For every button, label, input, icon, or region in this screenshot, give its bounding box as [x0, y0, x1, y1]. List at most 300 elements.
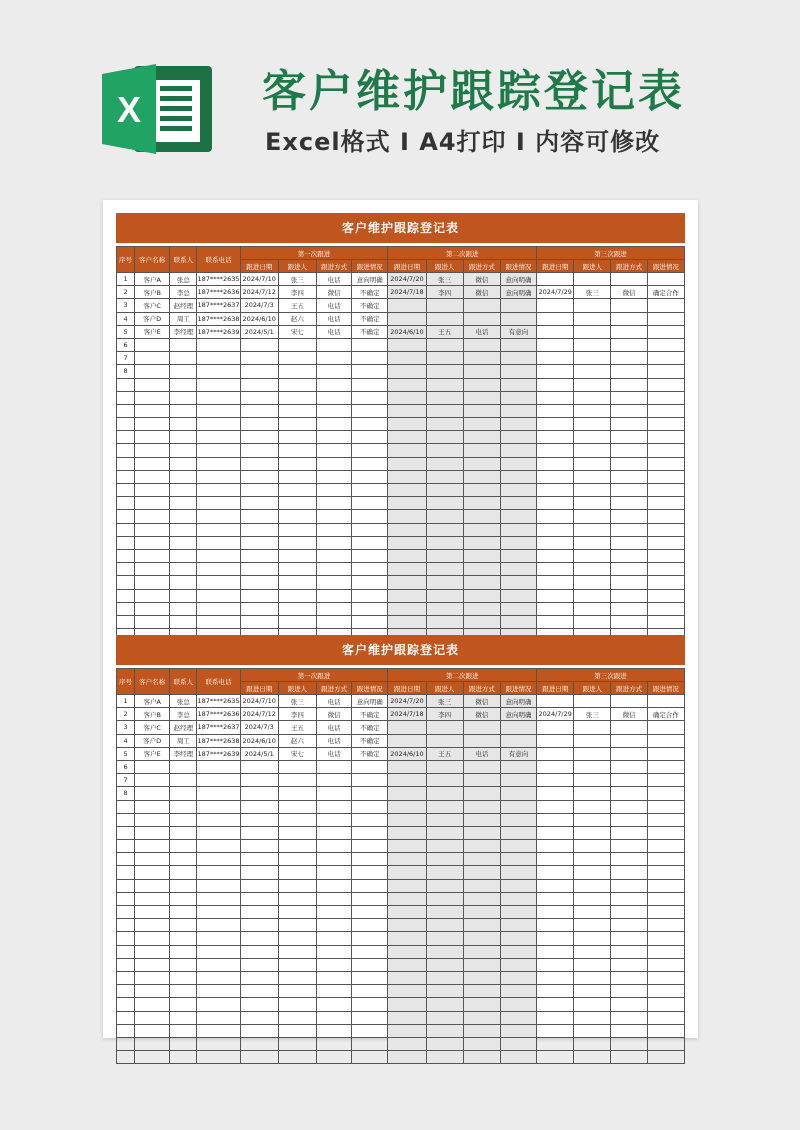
table-cell[interactable]: [240, 523, 278, 536]
table-cell[interactable]: 意向明确: [352, 273, 388, 286]
table-cell[interactable]: [117, 431, 135, 444]
table-cell[interactable]: [500, 391, 536, 404]
table-cell[interactable]: [611, 338, 647, 351]
table-cell[interactable]: [537, 273, 574, 286]
table-cell[interactable]: [317, 879, 352, 892]
table-cell[interactable]: [352, 589, 388, 602]
table-cell[interactable]: [611, 734, 647, 747]
table-cell[interactable]: [352, 774, 388, 787]
table-cell[interactable]: [278, 826, 316, 839]
table-cell[interactable]: [352, 1011, 388, 1024]
table-cell[interactable]: 不确定: [352, 299, 388, 312]
table-cell[interactable]: [388, 1024, 426, 1037]
table-cell[interactable]: [352, 549, 388, 562]
table-cell[interactable]: [240, 365, 278, 378]
table-cell[interactable]: [240, 998, 278, 1011]
table-cell[interactable]: [463, 497, 500, 510]
table-cell[interactable]: [500, 774, 536, 787]
table-cell[interactable]: [197, 615, 240, 628]
table-cell[interactable]: [240, 840, 278, 853]
table-cell[interactable]: [352, 563, 388, 576]
table-cell[interactable]: [537, 589, 574, 602]
table-cell[interactable]: [463, 813, 500, 826]
table-cell[interactable]: 187****2638: [197, 734, 240, 747]
table-cell[interactable]: [500, 998, 536, 1011]
table-cell[interactable]: [500, 1011, 536, 1024]
table-cell[interactable]: [240, 602, 278, 615]
table-cell[interactable]: [135, 576, 170, 589]
table-cell[interactable]: 张总: [170, 695, 197, 708]
table-cell[interactable]: [611, 787, 647, 800]
table-cell[interactable]: [352, 866, 388, 879]
table-cell[interactable]: [611, 906, 647, 919]
table-cell[interactable]: 电话: [317, 734, 352, 747]
table-cell[interactable]: [463, 998, 500, 1011]
table-cell[interactable]: [170, 1024, 197, 1037]
table-cell[interactable]: [352, 615, 388, 628]
table-cell[interactable]: [117, 444, 135, 457]
table-cell[interactable]: [317, 985, 352, 998]
table-cell[interactable]: [240, 1024, 278, 1037]
table-cell[interactable]: [278, 985, 316, 998]
table-cell[interactable]: [463, 892, 500, 905]
table-cell[interactable]: [352, 787, 388, 800]
table-cell[interactable]: [426, 734, 463, 747]
table-cell[interactable]: [463, 945, 500, 958]
table-cell[interactable]: [278, 1024, 316, 1037]
table-cell[interactable]: [388, 576, 426, 589]
table-cell[interactable]: [463, 391, 500, 404]
table-cell[interactable]: [426, 774, 463, 787]
table-cell[interactable]: 187****2637: [197, 721, 240, 734]
table-cell[interactable]: [574, 1037, 611, 1050]
table-cell[interactable]: [611, 879, 647, 892]
table-cell[interactable]: [500, 484, 536, 497]
table-cell[interactable]: [317, 866, 352, 879]
table-cell[interactable]: [170, 602, 197, 615]
table-cell[interactable]: [135, 1051, 170, 1064]
table-cell[interactable]: [611, 431, 647, 444]
table-cell[interactable]: [647, 747, 684, 760]
table-cell[interactable]: [170, 589, 197, 602]
table-cell[interactable]: 3: [117, 721, 135, 734]
table-cell[interactable]: [170, 365, 197, 378]
table-cell[interactable]: [647, 549, 684, 562]
table-cell[interactable]: [537, 747, 574, 760]
table-cell[interactable]: [647, 945, 684, 958]
table-cell[interactable]: [426, 510, 463, 523]
table-cell[interactable]: [240, 958, 278, 971]
table-cell[interactable]: [426, 721, 463, 734]
table-cell[interactable]: [170, 813, 197, 826]
table-cell[interactable]: [317, 840, 352, 853]
table-cell[interactable]: [500, 536, 536, 549]
table-cell[interactable]: [426, 958, 463, 971]
table-cell[interactable]: 2024/5/1: [240, 325, 278, 338]
table-cell[interactable]: 5: [117, 325, 135, 338]
table-cell[interactable]: [647, 457, 684, 470]
table-cell[interactable]: [135, 866, 170, 879]
table-cell[interactable]: [278, 602, 316, 615]
table-cell[interactable]: [352, 470, 388, 483]
table-cell[interactable]: [611, 945, 647, 958]
table-cell[interactable]: [463, 576, 500, 589]
table-cell[interactable]: [135, 971, 170, 984]
table-cell[interactable]: [611, 563, 647, 576]
table-cell[interactable]: [537, 734, 574, 747]
table-cell[interactable]: 客户B: [135, 708, 170, 721]
table-cell[interactable]: [463, 549, 500, 562]
table-cell[interactable]: [388, 958, 426, 971]
table-cell[interactable]: [135, 510, 170, 523]
table-cell[interactable]: 赵经理: [170, 721, 197, 734]
table-cell[interactable]: [500, 971, 536, 984]
table-cell[interactable]: [388, 497, 426, 510]
table-cell[interactable]: [317, 800, 352, 813]
table-cell[interactable]: [388, 457, 426, 470]
table-cell[interactable]: 2024/6/10: [388, 325, 426, 338]
table-cell[interactable]: [278, 563, 316, 576]
table-cell[interactable]: [611, 826, 647, 839]
table-cell[interactable]: [574, 404, 611, 417]
table-cell[interactable]: [197, 879, 240, 892]
table-cell[interactable]: [117, 840, 135, 853]
table-cell[interactable]: [278, 840, 316, 853]
table-cell[interactable]: [463, 734, 500, 747]
table-cell[interactable]: [352, 760, 388, 773]
table-cell[interactable]: [240, 866, 278, 879]
table-cell[interactable]: [170, 418, 197, 431]
table-cell[interactable]: [426, 523, 463, 536]
table-cell[interactable]: [426, 826, 463, 839]
table-cell[interactable]: [317, 352, 352, 365]
table-cell[interactable]: [240, 510, 278, 523]
table-cell[interactable]: [197, 338, 240, 351]
table-cell[interactable]: 客户E: [135, 747, 170, 760]
table-cell[interactable]: [647, 774, 684, 787]
table-cell[interactable]: [197, 391, 240, 404]
table-cell[interactable]: [426, 787, 463, 800]
table-cell[interactable]: [352, 800, 388, 813]
table-cell[interactable]: [317, 470, 352, 483]
table-cell[interactable]: [647, 497, 684, 510]
table-cell[interactable]: [500, 958, 536, 971]
table-cell[interactable]: 李总: [170, 708, 197, 721]
table-cell[interactable]: [388, 945, 426, 958]
table-cell[interactable]: [500, 787, 536, 800]
table-cell[interactable]: [278, 892, 316, 905]
table-cell[interactable]: [317, 826, 352, 839]
table-cell[interactable]: [426, 378, 463, 391]
table-cell[interactable]: [135, 404, 170, 417]
table-cell[interactable]: 微信: [317, 286, 352, 299]
table-cell[interactable]: [611, 760, 647, 773]
table-cell[interactable]: [117, 404, 135, 417]
table-cell[interactable]: [647, 312, 684, 325]
table-cell[interactable]: [117, 971, 135, 984]
table-cell[interactable]: [278, 391, 316, 404]
table-cell[interactable]: [317, 510, 352, 523]
table-cell[interactable]: 6: [117, 338, 135, 351]
table-cell[interactable]: [574, 906, 611, 919]
table-cell[interactable]: 客户D: [135, 312, 170, 325]
table-cell[interactable]: 2024/7/12: [240, 708, 278, 721]
table-cell[interactable]: [647, 695, 684, 708]
table-cell[interactable]: [388, 404, 426, 417]
table-cell[interactable]: [117, 378, 135, 391]
table-cell[interactable]: [197, 549, 240, 562]
table-cell[interactable]: [537, 800, 574, 813]
table-cell[interactable]: [170, 985, 197, 998]
table-cell[interactable]: [611, 549, 647, 562]
table-cell[interactable]: [388, 549, 426, 562]
table-cell[interactable]: [117, 892, 135, 905]
table-cell[interactable]: [278, 1037, 316, 1050]
table-cell[interactable]: [611, 497, 647, 510]
table-cell[interactable]: [240, 945, 278, 958]
table-cell[interactable]: [388, 312, 426, 325]
table-cell[interactable]: [317, 457, 352, 470]
table-cell[interactable]: 周工: [170, 312, 197, 325]
table-cell[interactable]: [135, 549, 170, 562]
table-cell[interactable]: [352, 352, 388, 365]
table-cell[interactable]: [388, 391, 426, 404]
table-cell[interactable]: [574, 352, 611, 365]
table-cell[interactable]: [240, 418, 278, 431]
table-cell[interactable]: [240, 906, 278, 919]
table-cell[interactable]: [500, 932, 536, 945]
table-cell[interactable]: [500, 338, 536, 351]
table-cell[interactable]: [611, 615, 647, 628]
table-cell[interactable]: [500, 879, 536, 892]
table-cell[interactable]: [170, 971, 197, 984]
table-cell[interactable]: [537, 378, 574, 391]
table-cell[interactable]: 2024/7/10: [240, 695, 278, 708]
table-cell[interactable]: [463, 919, 500, 932]
table-cell[interactable]: [574, 615, 611, 628]
table-cell[interactable]: [197, 866, 240, 879]
table-cell[interactable]: 不确定: [352, 312, 388, 325]
table-cell[interactable]: 客户B: [135, 286, 170, 299]
table-cell[interactable]: 电话: [317, 325, 352, 338]
table-cell[interactable]: [388, 734, 426, 747]
table-cell[interactable]: [117, 853, 135, 866]
table-cell[interactable]: [388, 985, 426, 998]
table-cell[interactable]: [352, 365, 388, 378]
table-cell[interactable]: [240, 1011, 278, 1024]
table-cell[interactable]: 4: [117, 734, 135, 747]
table-cell[interactable]: [388, 760, 426, 773]
table-cell[interactable]: [463, 602, 500, 615]
table-cell[interactable]: [388, 352, 426, 365]
table-cell[interactable]: 2024/6/10: [240, 734, 278, 747]
table-cell[interactable]: [647, 1011, 684, 1024]
table-cell[interactable]: [278, 813, 316, 826]
table-cell[interactable]: [240, 932, 278, 945]
table-cell[interactable]: [647, 391, 684, 404]
table-cell[interactable]: [278, 589, 316, 602]
table-cell[interactable]: [278, 470, 316, 483]
table-cell[interactable]: [388, 826, 426, 839]
table-cell[interactable]: [352, 892, 388, 905]
table-cell[interactable]: [135, 444, 170, 457]
table-cell[interactable]: [537, 536, 574, 549]
table-cell[interactable]: [135, 813, 170, 826]
table-cell[interactable]: [170, 958, 197, 971]
table-cell[interactable]: [388, 563, 426, 576]
table-cell[interactable]: [537, 470, 574, 483]
table-cell[interactable]: 意向明确: [500, 273, 536, 286]
table-cell[interactable]: [574, 1051, 611, 1064]
table-cell[interactable]: [240, 760, 278, 773]
table-cell[interactable]: [426, 484, 463, 497]
table-cell[interactable]: [197, 497, 240, 510]
table-cell[interactable]: [197, 563, 240, 576]
table-cell[interactable]: 王五: [426, 325, 463, 338]
table-cell[interactable]: [611, 536, 647, 549]
table-cell[interactable]: [647, 1024, 684, 1037]
table-cell[interactable]: [117, 1037, 135, 1050]
table-cell[interactable]: 客户C: [135, 299, 170, 312]
table-cell[interactable]: [574, 800, 611, 813]
table-cell[interactable]: [197, 589, 240, 602]
table-cell[interactable]: [463, 1037, 500, 1050]
table-cell[interactable]: 187****2637: [197, 299, 240, 312]
table-cell[interactable]: [647, 325, 684, 338]
table-cell[interactable]: [317, 391, 352, 404]
table-cell[interactable]: [117, 549, 135, 562]
table-cell[interactable]: [388, 774, 426, 787]
table-cell[interactable]: [197, 853, 240, 866]
table-cell[interactable]: [537, 602, 574, 615]
table-cell[interactable]: [278, 879, 316, 892]
table-cell[interactable]: [426, 760, 463, 773]
table-cell[interactable]: [135, 457, 170, 470]
table-cell[interactable]: [352, 945, 388, 958]
table-cell[interactable]: [352, 853, 388, 866]
table-cell[interactable]: [647, 971, 684, 984]
table-cell[interactable]: [463, 932, 500, 945]
table-cell[interactable]: [317, 378, 352, 391]
table-cell[interactable]: [647, 1051, 684, 1064]
table-cell[interactable]: [278, 365, 316, 378]
table-cell[interactable]: [537, 549, 574, 562]
table-cell[interactable]: 电话: [463, 747, 500, 760]
table-cell[interactable]: [647, 919, 684, 932]
table-cell[interactable]: [240, 879, 278, 892]
table-cell[interactable]: [647, 760, 684, 773]
table-cell[interactable]: 客户A: [135, 695, 170, 708]
table-cell[interactable]: [197, 404, 240, 417]
table-cell[interactable]: [574, 365, 611, 378]
table-cell[interactable]: [135, 1037, 170, 1050]
table-cell[interactable]: [537, 352, 574, 365]
table-cell[interactable]: [317, 549, 352, 562]
table-cell[interactable]: [426, 536, 463, 549]
table-cell[interactable]: [611, 523, 647, 536]
table-cell[interactable]: [537, 945, 574, 958]
table-cell[interactable]: [197, 826, 240, 839]
table-cell[interactable]: [135, 906, 170, 919]
table-cell[interactable]: 2024/7/29: [537, 708, 574, 721]
table-cell[interactable]: 187****2638: [197, 312, 240, 325]
table-cell[interactable]: [611, 457, 647, 470]
table-cell[interactable]: [197, 1037, 240, 1050]
table-cell[interactable]: 1: [117, 273, 135, 286]
table-cell[interactable]: [537, 866, 574, 879]
table-cell[interactable]: [117, 589, 135, 602]
table-cell[interactable]: [170, 879, 197, 892]
table-cell[interactable]: [197, 470, 240, 483]
table-cell[interactable]: [170, 563, 197, 576]
table-cell[interactable]: [197, 985, 240, 998]
table-cell[interactable]: [170, 932, 197, 945]
table-cell[interactable]: [500, 589, 536, 602]
table-cell[interactable]: [574, 840, 611, 853]
table-cell[interactable]: [611, 391, 647, 404]
table-cell[interactable]: [197, 998, 240, 1011]
table-cell[interactable]: [463, 536, 500, 549]
table-cell[interactable]: [388, 971, 426, 984]
table-cell[interactable]: [537, 879, 574, 892]
table-cell[interactable]: 电话: [317, 721, 352, 734]
table-cell[interactable]: [170, 800, 197, 813]
table-cell[interactable]: [170, 892, 197, 905]
table-cell[interactable]: 7: [117, 774, 135, 787]
table-cell[interactable]: [352, 484, 388, 497]
table-cell[interactable]: [135, 536, 170, 549]
table-cell[interactable]: [352, 985, 388, 998]
table-cell[interactable]: [317, 958, 352, 971]
table-cell[interactable]: [574, 853, 611, 866]
table-cell[interactable]: [500, 312, 536, 325]
table-cell[interactable]: [647, 338, 684, 351]
table-cell[interactable]: 有意向: [500, 325, 536, 338]
table-cell[interactable]: [537, 444, 574, 457]
table-cell[interactable]: [278, 418, 316, 431]
table-cell[interactable]: [500, 840, 536, 853]
table-cell[interactable]: [463, 906, 500, 919]
table-cell[interactable]: [426, 549, 463, 562]
table-cell[interactable]: [574, 760, 611, 773]
table-cell[interactable]: [500, 615, 536, 628]
table-cell[interactable]: [317, 787, 352, 800]
table-cell[interactable]: [537, 576, 574, 589]
table-cell[interactable]: [463, 431, 500, 444]
table-cell[interactable]: [240, 787, 278, 800]
table-cell[interactable]: [352, 497, 388, 510]
table-cell[interactable]: [170, 866, 197, 879]
table-cell[interactable]: [647, 813, 684, 826]
table-cell[interactable]: [135, 774, 170, 787]
table-cell[interactable]: [240, 391, 278, 404]
table-cell[interactable]: [352, 576, 388, 589]
table-cell[interactable]: 2: [117, 286, 135, 299]
table-cell[interactable]: [135, 391, 170, 404]
table-cell[interactable]: [352, 840, 388, 853]
table-cell[interactable]: 张总: [170, 273, 197, 286]
table-cell[interactable]: [278, 1051, 316, 1064]
table-cell[interactable]: [388, 932, 426, 945]
table-cell[interactable]: 187****2639: [197, 325, 240, 338]
table-cell[interactable]: [170, 1051, 197, 1064]
table-cell[interactable]: [426, 1011, 463, 1024]
table-cell[interactable]: [574, 787, 611, 800]
table-cell[interactable]: [611, 1024, 647, 1037]
table-cell[interactable]: [197, 906, 240, 919]
table-cell[interactable]: [611, 602, 647, 615]
table-cell[interactable]: [574, 431, 611, 444]
